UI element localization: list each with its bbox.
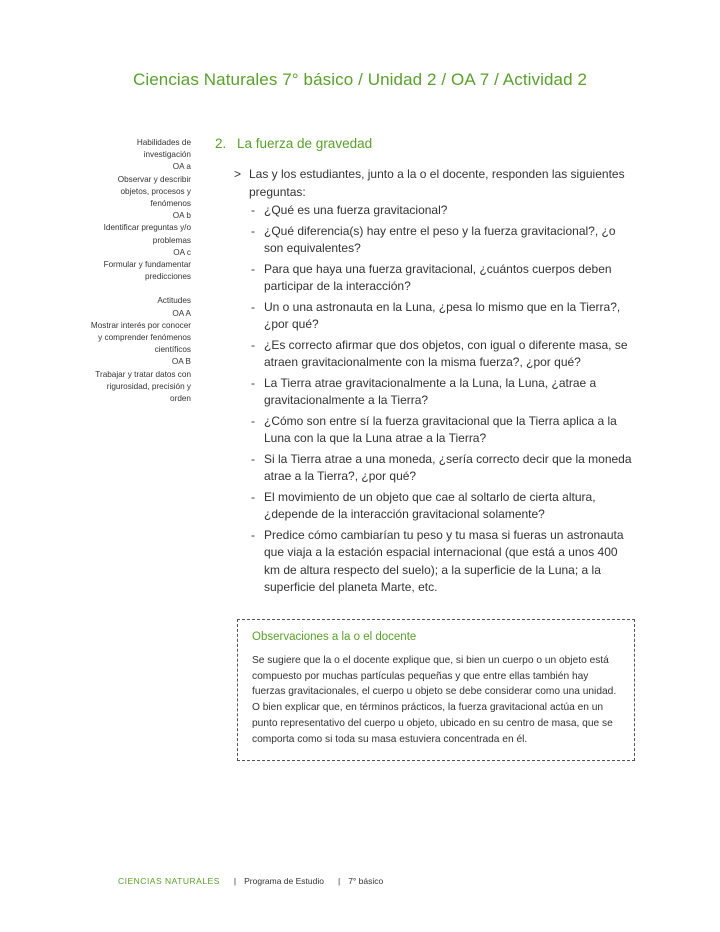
- sidebar-line: Formular y fundamentar: [103, 260, 191, 270]
- arrow-bullet-icon: >: [234, 167, 242, 181]
- question-item: [234, 337, 634, 372]
- sidebar-line: rigurosidad, precisión y: [106, 381, 191, 391]
- observations-text: Se sugiere que la o el docente explique que, si bien un cuerpo o un objeto está compuesto por muchas partículas pequeñas y que entre ellas también hay fuerzas gravitacionales, el cuerpo u objeto se debe considerar como una unidad. O bien explicar que, en términos prácticos, la fuerza gravitacional actúa en un punto representativo del cuerpo u objeto, ubicado en su centro de masa, que se comporta como si toda su masa estuviera concentrada en él.: [252, 655, 617, 745]
- page-footer: [118, 876, 383, 886]
- footer-program: Programa de Estudio: [244, 876, 324, 886]
- question-text: Para que haya una fuerza gravitacional, ¿cuántos cuerpos deben participar de la interacción?: [264, 261, 612, 293]
- sidebar-line: fenómenos: [150, 199, 191, 209]
- question-text: ¿Qué diferencia(s) hay entre el peso y la fuerza gravitacional?, ¿o son equivalentes?: [264, 223, 616, 255]
- question-text: El movimiento de un objeto que cae al soltarlo de cierta altura, ¿depende de la interacción gravitacional solamente?: [264, 489, 596, 521]
- dash-bullet-icon: -: [251, 299, 255, 314]
- dash-bullet-icon: -: [251, 261, 255, 276]
- question-text: Si la Tierra atrae a una moneda, ¿sería correcto decir que la moneda atrae a la Tierra?, ¿por qué?: [264, 451, 632, 483]
- questions-list: [234, 202, 634, 597]
- sidebar-line: OA A: [172, 308, 191, 318]
- question-item: [234, 413, 634, 448]
- section-heading: [215, 136, 372, 151]
- sidebar-line: orden: [170, 394, 191, 404]
- dash-bullet-icon: -: [251, 203, 255, 217]
- question-item: [234, 223, 634, 258]
- dash-bullet-icon: -: [251, 527, 255, 542]
- footer-separator: |: [337, 876, 341, 886]
- question-item: [234, 527, 634, 597]
- sidebar-gap: [51, 283, 191, 295]
- sidebar-line: investigación: [143, 150, 191, 160]
- question-item: [234, 261, 634, 296]
- question-text: ¿Cómo son entre sí la fuerza gravitacional que la Tierra aplica a la Luna con la que la Luna atrae a la Tierra?: [264, 413, 617, 445]
- intro-text: Las y los estudiantes, junto a la o el docente, responden las siguientes preguntas:: [249, 167, 625, 199]
- dash-bullet-icon: -: [251, 223, 255, 238]
- dash-bullet-icon: -: [251, 413, 255, 428]
- sidebar-line: Actitudes: [157, 296, 191, 306]
- question-item: [234, 489, 634, 524]
- question-item: [234, 202, 634, 220]
- sidebar-line: Habilidades de: [136, 138, 191, 147]
- page-title: Ciencias Naturales 7° básico / Unidad 2 / OA 7 / Actividad 2: [132, 70, 588, 89]
- observations-title: Observaciones a la o el docente: [252, 631, 417, 643]
- sidebar-line: Observar y describir: [117, 174, 191, 184]
- sidebar-line: OA B: [171, 357, 191, 367]
- section-title: La fuerza de gravedad: [237, 136, 373, 151]
- dash-bullet-icon: -: [251, 375, 255, 390]
- intro-paragraph: [234, 166, 634, 201]
- sidebar-line: OA b: [172, 211, 191, 221]
- question-item: [234, 299, 634, 334]
- dash-bullet-icon: -: [251, 337, 255, 352]
- sidebar-line: Mostrar interés por conocer: [90, 320, 191, 330]
- sidebar-line: Trabajar y tratar datos con: [95, 369, 191, 379]
- sidebar-line: OA a: [172, 162, 191, 172]
- dash-bullet-icon: -: [251, 451, 255, 466]
- sidebar-line: científicos: [154, 345, 191, 355]
- footer-separator: |: [233, 876, 237, 886]
- sidebar-skills: [51, 137, 191, 405]
- sidebar-line: y comprender fenómenos: [98, 333, 191, 343]
- footer-grade: 7° básico: [348, 876, 384, 886]
- question-text: ¿Qué es una fuerza gravitacional?: [264, 203, 448, 217]
- question-text: Un o una astronauta en la Luna, ¿pesa lo mismo que en la Tierra?, ¿por qué?: [264, 299, 621, 331]
- main-content: [234, 166, 634, 600]
- footer-brand: CIENCIAS NATURALES: [118, 876, 220, 886]
- section-number: 2.: [215, 136, 227, 151]
- question-item: [234, 451, 634, 486]
- sidebar-line: predicciones: [145, 272, 191, 282]
- sidebar-line: problemas: [152, 235, 191, 245]
- observations-box: [237, 619, 635, 761]
- dash-bullet-icon: -: [251, 489, 255, 504]
- sidebar-line: Identificar preguntas y/o: [103, 223, 191, 233]
- question-text: Predice cómo cambiarían tu peso y tu masa si fueras un astronauta que viaja a la estación espacial internacional (que está a unos 400 km de altura respecto del suelo); a la superficie de la Luna; a la superficie del planeta Marte, etc.: [264, 527, 624, 594]
- sidebar-line: OA c: [173, 247, 191, 257]
- question-text: ¿Es correcto afirmar que dos objetos, con igual o diferente masa, se atraen gravitacionalmente con la misma fuerza?, ¿por qué?: [264, 337, 628, 369]
- question-item: [234, 375, 634, 410]
- question-text: La Tierra atrae gravitacionalmente a la Luna, la Luna, ¿atrae a gravitacionalmente a la Tierra?: [264, 375, 597, 407]
- sidebar-line: objetos, procesos y: [120, 186, 191, 196]
